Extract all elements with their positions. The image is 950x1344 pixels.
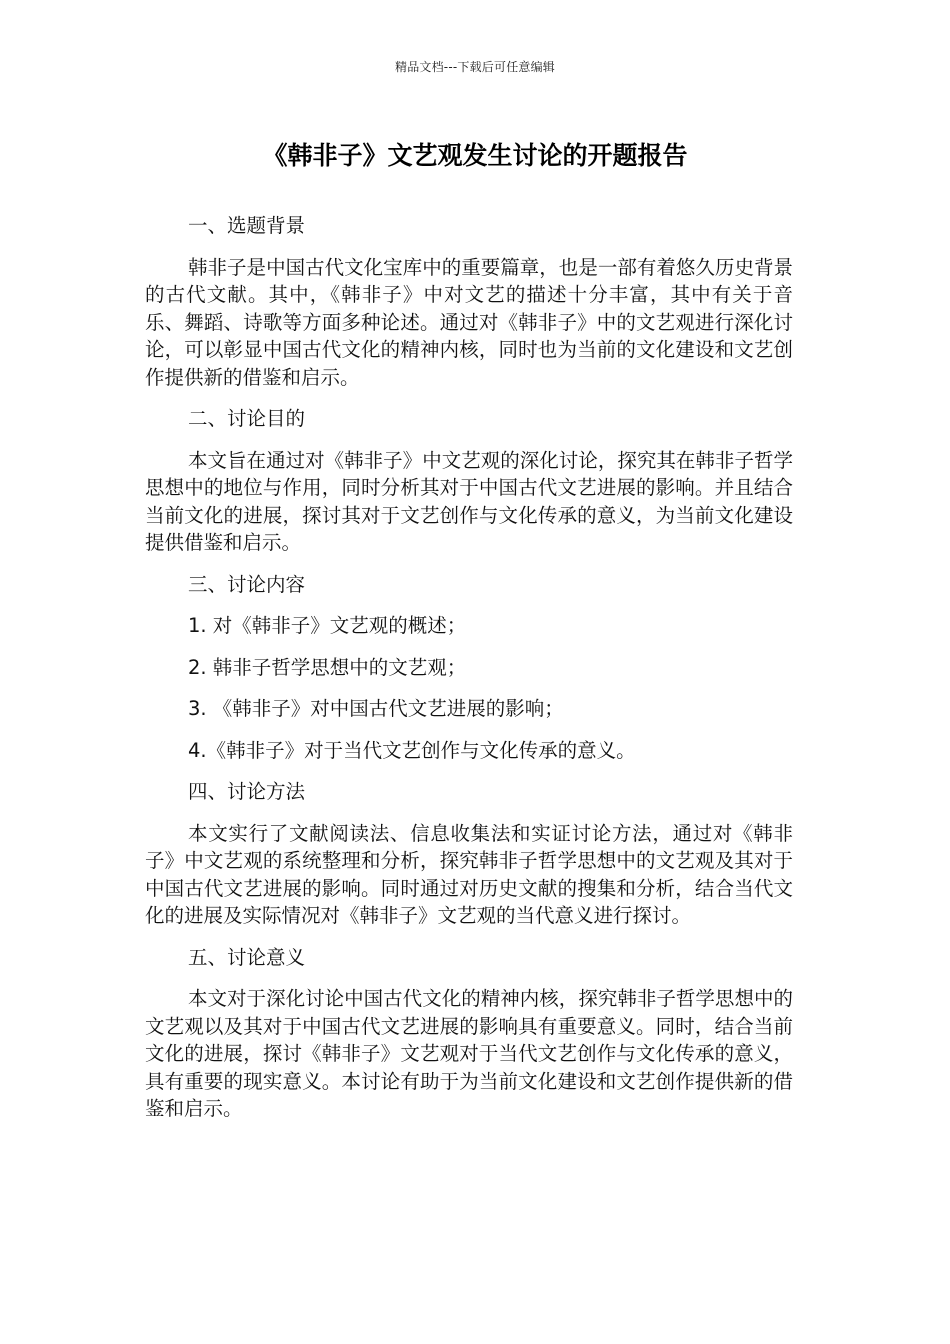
content-list-item: 3. 《韩非子》对中国古代文艺进展的影响； bbox=[188, 697, 564, 720]
section-heading-significance: 五、讨论意义 bbox=[188, 945, 306, 969]
section-heading-background: 一、选题背景 bbox=[188, 214, 306, 237]
content-list-item: 4.《韩非子》对于当代文艺创作与文化传承的意义。 bbox=[188, 738, 636, 762]
header-note: 精品文档---下载后可任意编辑 bbox=[395, 60, 555, 74]
section-paragraph-purpose: 本文旨在通过对《韩非子》中文艺观的深化讨论，探究其在韩非子哲学思想中的地位与作用，同时分析其对于中国古代文艺进展的影响。并且结合当前文化的进展，探讨其对于文艺创作与文化传承的意义，为当前文化建设提供借鉴和启示。 bbox=[145, 448, 793, 554]
section-heading-purpose: 二、讨论目的 bbox=[188, 407, 306, 430]
section-paragraph-background: 韩非子是中国古代文化宝库中的重要篇章，也是一部有着悠久历史背景的古代文献。其中，《韩非子》中对文艺的描述十分丰富，其中有关于音乐、舞蹈、诗歌等方面多种论述。通过对《韩非子》中的文艺观进行深化讨论，可以彰显中国古代文化的精神内核，同时也为当前的文化建设和文艺创作提供新的借鉴和启示。 bbox=[145, 255, 793, 389]
section-paragraph-significance: 本文对于深化讨论中国古代文化的精神内核，探究韩非子哲学思想中的文艺观以及其对于中国古代文艺进展的影响具有重要意义。同时，结合当前文化的进展，探讨《韩非子》文艺观对于当代文艺创作与文化传承的意义，具有重要的现实意义。本讨论有助于为当前文化建设和文艺创作提供新的借鉴和启示。 bbox=[145, 987, 793, 1120]
section-heading-content: 三、讨论内容 bbox=[188, 572, 306, 596]
document-body bbox=[145, 212, 793, 1137]
content-list-item: 2. 韩非子哲学思想中的文艺观； bbox=[188, 655, 467, 679]
section-paragraph-method: 本文实行了文献阅读法、信息收集法和实证讨论方法，通过对《韩非子》中文艺观的系统整理和分析，探究韩非子哲学思想中的文艺观及其对于中国古代文艺进展的影响。同时通过对历史文献的搜集和分析，结合当代文化的进展及实际情况对《韩非子》文艺观的当代意义进行探讨。 bbox=[145, 821, 793, 927]
content-list-item: 1. 对《韩非子》文艺观的概述； bbox=[188, 614, 467, 637]
section-heading-method: 四、讨论方法 bbox=[188, 780, 306, 803]
document-title: 《韩非子》文艺观发生讨论的开题报告 bbox=[262, 141, 688, 170]
